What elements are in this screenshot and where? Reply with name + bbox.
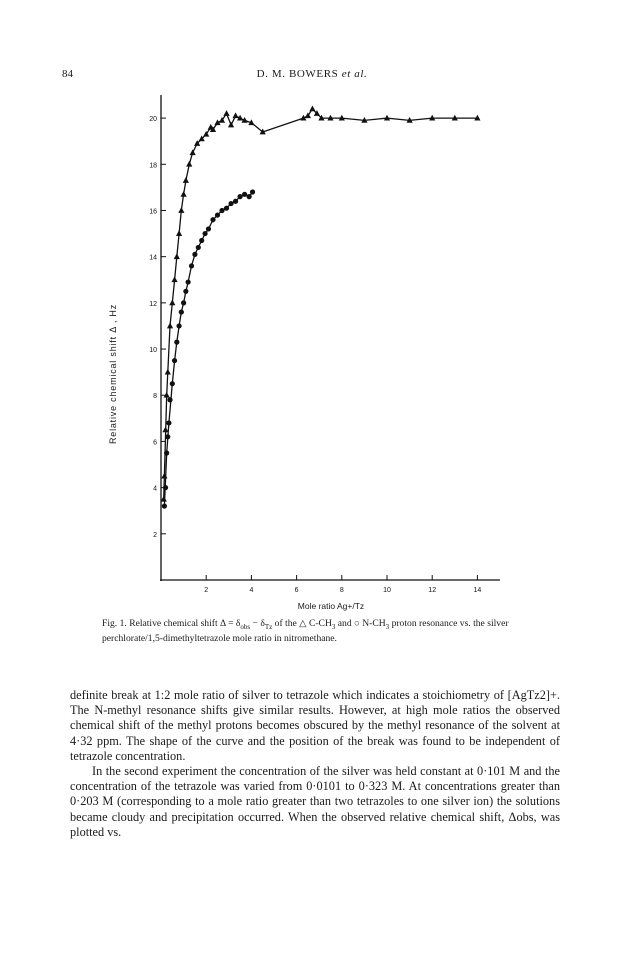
n-ch3-data-point bbox=[192, 252, 197, 257]
y-tick-label: 2 bbox=[153, 531, 157, 539]
page-number: 84 bbox=[62, 68, 73, 80]
c-ch3-data-point bbox=[183, 177, 189, 183]
c-ch3-data-point bbox=[167, 323, 173, 329]
c-ch3-data-point bbox=[186, 161, 192, 167]
x-tick-label: 12 bbox=[428, 587, 437, 594]
c-ch3-data-point bbox=[190, 149, 196, 155]
c-ch3-data-point bbox=[174, 253, 180, 259]
n-ch3-data-point bbox=[189, 263, 194, 268]
n-ch3-data-point bbox=[174, 340, 179, 345]
chart-x-axis-label: Mole ratio Ag+/Tz bbox=[297, 601, 365, 611]
body-text bbox=[70, 688, 560, 840]
n-ch3-data-point bbox=[165, 434, 170, 439]
n-ch3-data-point bbox=[166, 420, 171, 425]
n-ch3-data-point bbox=[167, 397, 172, 402]
n-ch3-data-point bbox=[186, 279, 191, 284]
n-ch3-data-point bbox=[247, 194, 252, 199]
c-ch3-data-point bbox=[171, 276, 177, 282]
y-tick-label: 16 bbox=[149, 208, 157, 216]
paragraph-1: definite break at 1:2 mole ratio of silver to tetrazole which indicates a stoichiometry of [AgTz2]+. The N-methyl resonance shifts give similar results. However, at high mole ratios the observed chemical shift of the methyl protons becomes obscured by the methyl resonance of the solvent at 4·32 ppm. The shape of the curve and the position of the break was found to be independent of tetrazole concentration. bbox=[70, 688, 560, 763]
x-tick-label: 4 bbox=[249, 587, 254, 594]
n-ch3-data-point bbox=[181, 300, 186, 305]
y-tick-label: 14 bbox=[149, 254, 157, 262]
c-ch3-data-point bbox=[232, 112, 238, 118]
y-tick-label: 10 bbox=[149, 347, 157, 355]
n-ch3-data-point bbox=[199, 238, 204, 243]
c-ch3-data-point bbox=[228, 122, 234, 128]
n-ch3-data-point bbox=[228, 201, 233, 206]
chart-y-axis-label: Relative chemical shift Δ , Hz bbox=[108, 303, 118, 445]
n-ch3-fit-curve bbox=[164, 192, 252, 506]
x-tick-label: 6 bbox=[294, 587, 299, 594]
n-ch3-data-point bbox=[179, 309, 184, 314]
running-head-et-al: et al. bbox=[341, 68, 368, 80]
y-tick-label: 20 bbox=[149, 116, 157, 124]
c-ch3-data-point bbox=[165, 369, 171, 375]
n-ch3-data-point bbox=[196, 245, 201, 250]
n-ch3-data-point bbox=[219, 208, 224, 213]
n-ch3-data-point bbox=[233, 199, 238, 204]
n-ch3-data-point bbox=[206, 226, 211, 231]
running-head-authors: D. M. BOWERS bbox=[256, 68, 339, 80]
n-ch3-data-point bbox=[163, 485, 168, 490]
c-ch3-data-point bbox=[176, 230, 182, 236]
y-tick-label: 4 bbox=[153, 485, 157, 493]
n-ch3-data-point bbox=[202, 231, 207, 236]
c-ch3-fit-curve bbox=[164, 109, 478, 499]
c-ch3-data-point bbox=[223, 110, 229, 116]
c-ch3-data-point bbox=[161, 473, 167, 479]
x-tick-label: 14 bbox=[473, 587, 482, 594]
c-ch3-data-point bbox=[169, 299, 175, 305]
n-ch3-data-point bbox=[176, 323, 181, 328]
n-ch3-data-point bbox=[238, 194, 243, 199]
x-tick-label: 2 bbox=[204, 587, 209, 594]
n-ch3-data-point bbox=[250, 189, 255, 194]
c-ch3-data-point bbox=[309, 105, 315, 111]
n-ch3-data-point bbox=[162, 503, 167, 508]
n-ch3-data-point bbox=[215, 212, 220, 217]
n-ch3-data-point bbox=[164, 450, 169, 455]
y-tick-label: 12 bbox=[149, 300, 157, 308]
y-tick-label: 18 bbox=[149, 162, 157, 170]
y-tick-label: 8 bbox=[153, 393, 157, 401]
c-ch3-data-point bbox=[162, 426, 168, 432]
c-ch3-data-point bbox=[384, 115, 390, 121]
n-ch3-data-point bbox=[170, 381, 175, 386]
c-ch3-data-point bbox=[181, 191, 187, 197]
x-tick-label: 10 bbox=[383, 587, 391, 594]
paragraph-2: In the second experiment the concentration of the silver was held constant at 0·101 M and the concentration of the tetrazole was varied from 0·0101 to 0·323 M. At concentrations greater than 0·203 M (corresponding to a mole ratio greater than two tetrazoles to one silver ion) the solutions became cloudy and precipitation occurred. When the observed relative chemical shift, Δobs, was plotted vs. bbox=[70, 764, 560, 839]
c-ch3-data-point bbox=[178, 207, 184, 213]
figure-caption: Fig. 1. Relative chemical shift $\Delta = \delta_{obs} - \delta_{Tz}$ of the △ $C-CH_3$ and ○ $N-CH_3$ proton resonance vs. the silver perchlorate/1,5-dimethyltetrazole mole ratio in nitromethane. bbox=[102, 618, 509, 644]
n-ch3-data-point bbox=[210, 217, 215, 222]
y-tick-label: 6 bbox=[153, 439, 157, 447]
n-ch3-data-point bbox=[224, 206, 229, 211]
n-ch3-data-point bbox=[183, 289, 188, 294]
n-ch3-data-point bbox=[172, 358, 177, 363]
n-ch3-data-point bbox=[242, 192, 247, 197]
x-tick-label: 8 bbox=[339, 587, 344, 594]
